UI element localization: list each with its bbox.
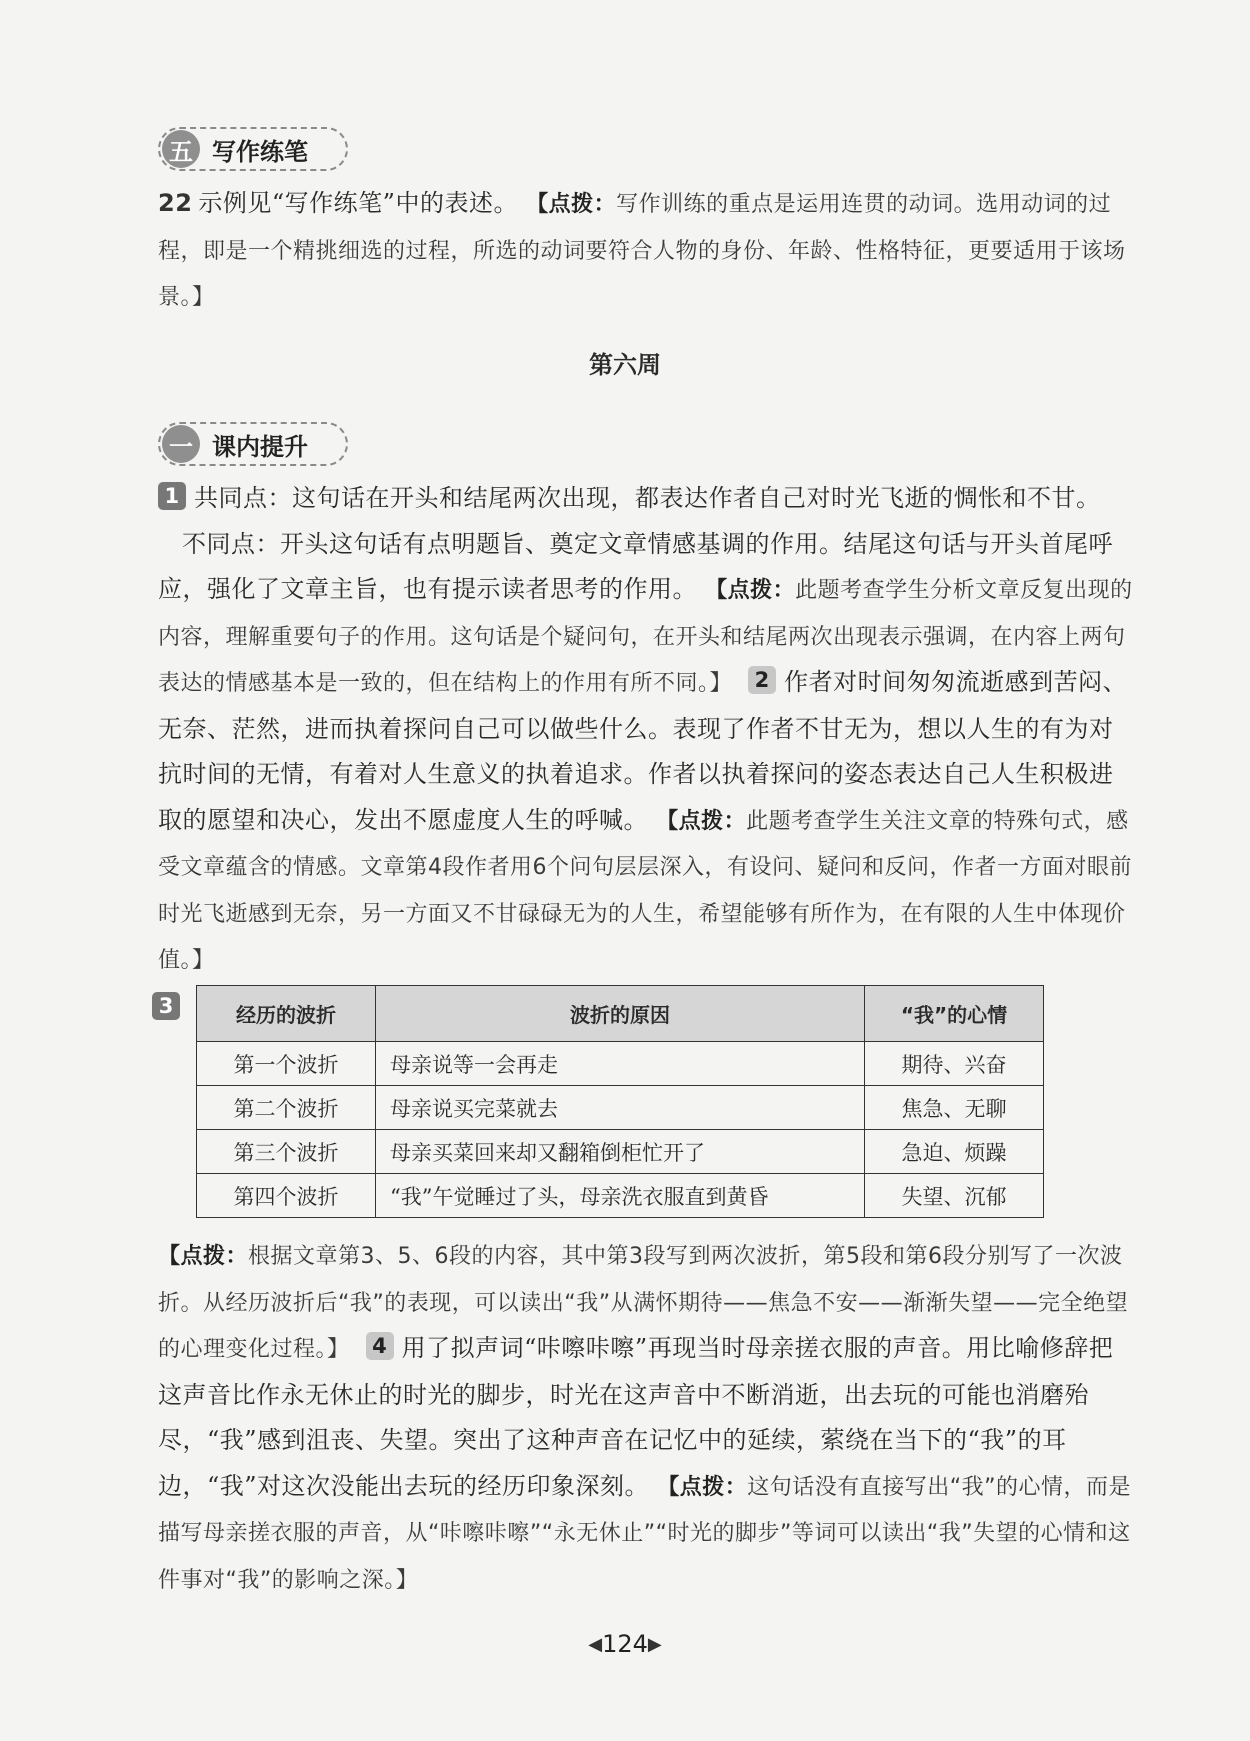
page-number: 124 — [602, 1630, 648, 1658]
answer-text: 不同点：开头这句话有点明题旨、奠定文章情感基调的作用。结尾这句话与开头首尾呼应，强化了文章主旨，也有提示读者思考的作用。 — [158, 529, 1113, 603]
question-3-label — [152, 992, 188, 1020]
answer-text: 共同点：这句话在开头和结尾两次出现，都表达作者自己对时光飞逝的惆怅和不甘。 — [194, 484, 1101, 512]
tip-label: 【点拨： — [657, 1474, 748, 1500]
tip-label: 【点拨： — [158, 1244, 249, 1269]
table-row — [197, 1174, 1044, 1218]
waves-table — [196, 985, 1044, 1218]
answers-1-2 — [158, 476, 1133, 984]
answer-22 — [158, 181, 1133, 321]
table-row — [197, 1086, 1044, 1130]
answer-text: 用了拟声词“咔嚓咔嚓”再现当时母亲搓衣服的声音。用比喻修辞把这声音比作永无休止的时光的脚步，时光在这声音中不断消逝，出去玩的可能也消磨殆尽，“我”感到沮丧、失望。突出了这种声音在记忆中的延续，萦绕在当下的“我”的耳边，“我”对这次没能出去玩的经历印象深刻。 — [158, 1334, 1114, 1500]
tip-text: 此题考查学生关注文章的特殊句式，感受文章蕴含的情感。文章第4段作者用6个问句层层深入，有设问、疑问和反问，作者一方面对眼前时光飞逝感到无奈，另一方面又不甘碌碌无为的人生，希望能够有所作为，在有限的人生中体现价值。】 — [158, 808, 1132, 973]
column-header: “我”的心情 — [865, 986, 1044, 1042]
table-cell: 母亲说买完菜就去 — [376, 1086, 865, 1130]
triangle-right-icon: ▶ — [647, 1634, 662, 1655]
table-cell: 母亲说等一会再走 — [376, 1042, 865, 1086]
tip-text: 根据文章第3、5、6段的内容，其中第3段写到两次波折，第5段和第6段分别写了一次波折。从经历波折后“我”的表现，可以读出“我”从满怀期待——焦急不安——渐渐失望——完全绝望的心理变化过程。】 — [158, 1244, 1129, 1362]
section-badge: 五 — [162, 130, 200, 168]
question-number: 22 — [158, 189, 193, 217]
tip-text: 写作训练的重点是运用连贯的动词。选用动词的过程，即是一个精挑细选的过程，所选的动词要符合人物的身份、年龄、性格特征，更要适用于该场景。】 — [158, 192, 1126, 310]
answers-3-4 — [158, 1233, 1133, 1603]
column-header: 经历的波折 — [197, 986, 376, 1042]
column-header: 波折的原因 — [376, 986, 865, 1042]
table-cell: 急迫、烦躁 — [865, 1130, 1044, 1174]
table-cell: 母亲买菜回来却又翻箱倒柜忙开了 — [376, 1130, 865, 1174]
section-five-header — [158, 127, 348, 171]
section-title: 写作练笔 — [212, 137, 308, 166]
answer-text: 示例见“写作练笔”中的表述。 — [198, 189, 518, 217]
question-number: 1 — [158, 482, 186, 510]
tip-label: 【点拨： — [656, 808, 747, 834]
section-badge: 一 — [162, 425, 200, 463]
question-number: 3 — [152, 992, 180, 1020]
question-number: 2 — [748, 666, 776, 694]
section-one-header — [158, 422, 348, 466]
table-cell: “我”午觉睡过了头，母亲洗衣服直到黄昏 — [376, 1174, 865, 1218]
answer-text: 作者对时间匆匆流逝感到苦闷、无奈、茫然，进而执着探问自己可以做些什么。表现了作者不甘无为，想以人生的有为对抗时间的无情，有着对人生意义的执着追求。作者以执着探问的姿态表达自己人生积极进取的愿望和决心，发出不愿虚度人生的呼喊。 — [158, 668, 1128, 834]
table-cell: 失望、沉郁 — [865, 1174, 1044, 1218]
table-row — [197, 1042, 1044, 1086]
table-cell: 第三个波折 — [197, 1130, 376, 1174]
table-header-row — [197, 986, 1044, 1042]
page-footer — [0, 1630, 1250, 1658]
tip-text: 这句话没有直接写出“我”的心情，而是描写母亲搓衣服的声音，从“咔嚓咔嚓”“永无休止”“时光的脚步”等词可以读出“我”失望的心情和这件事对“我”的影响之深。】 — [158, 1474, 1131, 1593]
table-cell: 第二个波折 — [197, 1086, 376, 1130]
week-title: 第六周 — [589, 350, 661, 379]
table-row — [197, 1130, 1044, 1174]
tip-label: 【点拨： — [526, 192, 617, 217]
tip-label: 【点拨： — [705, 578, 796, 603]
table-cell: 焦急、无聊 — [865, 1086, 1044, 1130]
tip-text: 此题考查学生分析文章反复出现的内容，理解重要句子的作用。这句话是个疑问句，在开头和结尾两次出现表示强调，在内容上两句表达的情感基本是一致的，但在结构上的作用有所不同。】 — [158, 578, 1133, 696]
question-number: 4 — [366, 1332, 394, 1360]
section-title: 课内提升 — [212, 432, 308, 461]
table-cell: 第四个波折 — [197, 1174, 376, 1218]
table-cell: 期待、兴奋 — [865, 1042, 1044, 1086]
triangle-left-icon: ◀ — [588, 1634, 603, 1655]
table-cell: 第一个波折 — [197, 1042, 376, 1086]
